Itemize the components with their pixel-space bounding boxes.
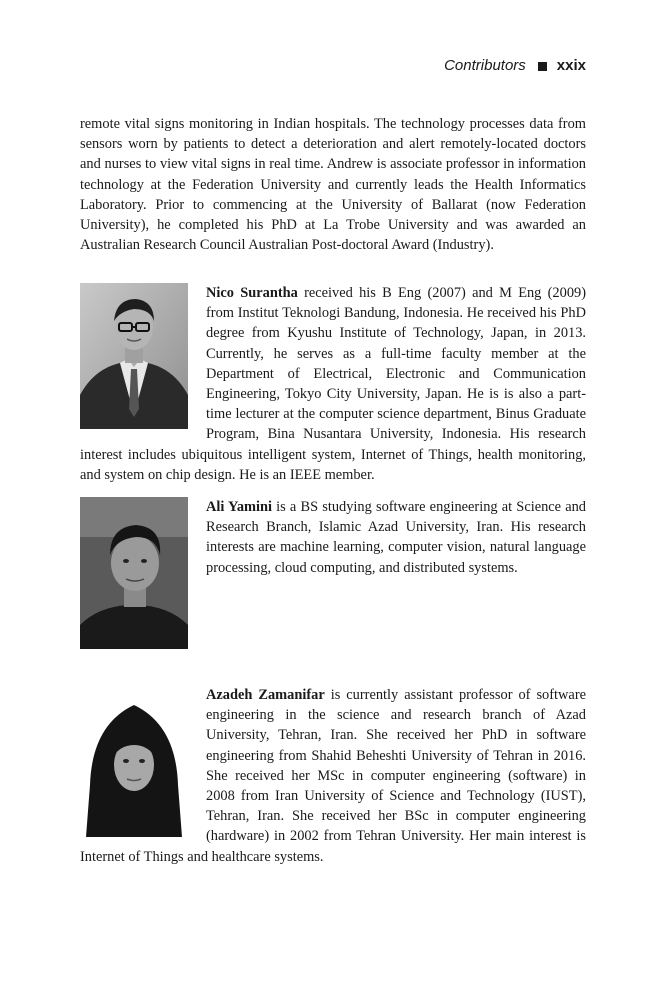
- portrait-photo: [80, 497, 188, 649]
- bio-name: Azadeh Zamanifar: [206, 687, 325, 703]
- bio-name: Ali Yamini: [206, 499, 272, 515]
- portrait-photo: [80, 685, 188, 837]
- bio-nico-surantha: [80, 283, 586, 485]
- bio-body: received his B Eng (2007) and M Eng (2009) from Institut Teknologi Bandung, Indonesia. He received his PhD degree from Kyushu Institute of Technology, Japan, in 2013. Currently, he serves as a full-time faculty member at the Department of Electrical, Electronic and Communication Engineering, Tokyo City University, Japan. He is is also a part-time lecturer at the computer science department, Binus Graduate Program, Bina Nusantara University, Indonesia. His research interest includes ubiquitous intelligent system, Internet of Things, health monitoring, and system on chip design. He is an IEEE member.: [80, 285, 587, 483]
- portrait-photo: [80, 283, 188, 429]
- page-number: xxix: [556, 57, 586, 74]
- intro-paragraph: remote vital signs monitoring in Indian hospitals. The technology processes data from sensors worn by patients to detect a deterioration and alert remotely-located doctors and nurses to view vital signs in real time. Andrew is associate professor in information technology at the Federation University and currently leads the Health Informatics Laboratory. Prior to commencing at the University of Ballarat (now Federation University), he completed his PhD at La Trobe University and was awarded an Australian Research Council Australian Post-doctoral Award (Industry).: [80, 116, 586, 254]
- running-head-title: Contributors: [444, 57, 526, 74]
- bio-ali-yamini: [80, 497, 586, 651]
- bio-body: is a BS studying software engineering at Science and Research Branch, Islamic Azad University, Iran. His research interests are machine learning, computer vision, natural language processing, cloud computing, and distributed systems.: [206, 499, 586, 576]
- bio-name: Nico Surantha: [206, 285, 298, 301]
- bio-body: is currently assistant professor of software engineering in the science and research branch of Azad University, Tehran, Iran. She received her PhD in software engineering from Shahid Beheshti University of Tehran in 2016. She received her MSc in computer engineering (software) in 2008 from Iran University of Science and Technology (IUST), Tehran, Iran. She received her BSc in computer engineering (hardware) in 2002 from Tehran University. Her main interest is Internet of Things and healthcare systems.: [80, 687, 586, 865]
- bio-azadeh-zamanifar: [80, 685, 586, 867]
- square-separator-icon: [538, 62, 547, 71]
- running-head: [444, 56, 586, 76]
